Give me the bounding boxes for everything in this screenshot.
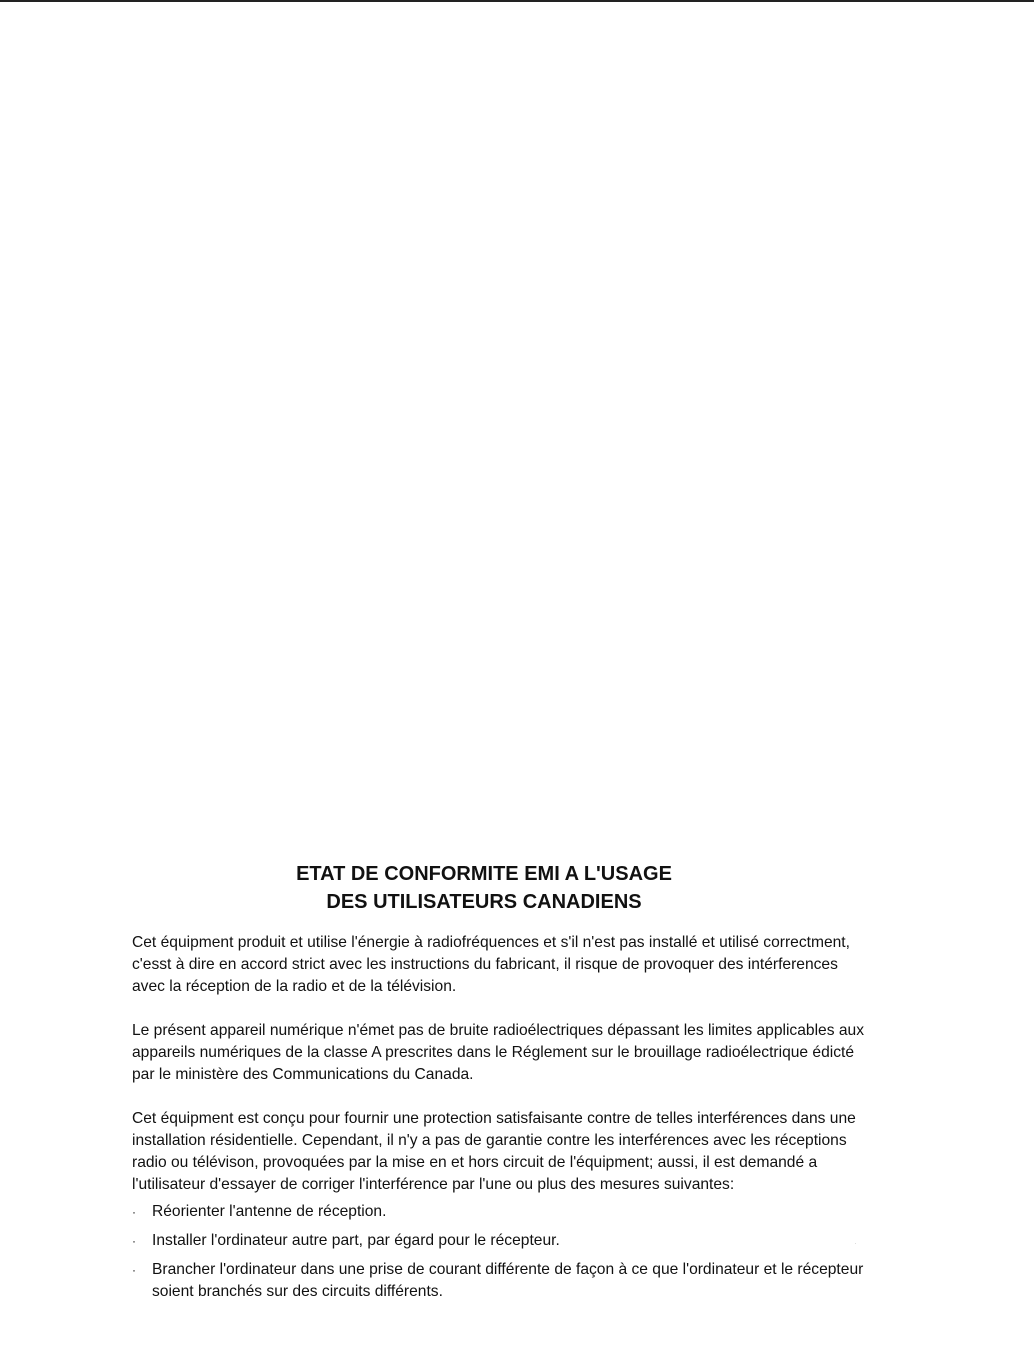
measures-list: [132, 1201, 872, 1303]
heading-line-2: DES UTILISATEURS CANADIENS: [326, 891, 642, 913]
paragraph-interference-measures: Cet équipment est conçu pour fournir une protection satisfaisante contre de telles interférences dans une installation résidentielle. Cependant, il n'y a pas de garantie contre les interférences avec les réceptions radio ou télévison, provoquées par la mise en et hors circuit de l'équipment; aussi, il est demandé a l'utilisateur d'essayer de corriger l'interférence par l'une ou plus des mesures suivantes:: [132, 1110, 856, 1193]
heading-line-1: ETAT DE CONFORMITE EMI A L'USAGE: [296, 863, 672, 885]
list-item: [132, 1259, 872, 1303]
notice-heading: [128, 860, 840, 916]
scan-speck: [855, 1243, 856, 1244]
list-item-text: Installer l'ordinateur autre part, par égard pour le récepteur.: [152, 1232, 560, 1249]
emi-compliance-notice: [132, 860, 872, 1310]
paragraph-rf-energy: Cet équipment produit et utilise l'énergie à radiofréquences et s'il n'est pas installé et utilisé correctment, c'esst à dire en accord strict avec les instructions du fabricant, il risque de provoquer des intérferences avec la réception de la radio et de la télévision.: [132, 934, 850, 995]
list-item: [132, 1230, 872, 1252]
bullet-icon: ·: [132, 1234, 136, 1248]
list-item: [132, 1201, 872, 1223]
list-item-text: Brancher l'ordinateur dans une prise de courant différente de façon à ce que l'ordinateur et le récepteur soient branchés sur des circuits différents.: [152, 1261, 864, 1300]
bullet-icon: ·: [132, 1263, 136, 1277]
paragraph-class-a-limits: Le présent appareil numérique n'émet pas de bruite radioélectriques dépassant les limites applicables aux appareils numériques de la classe A prescrites dans le Réglement sur le brouillage radioélectrique édicté par le ministère des Communications du Canada.: [132, 1022, 864, 1083]
list-item-text: Réorienter l'antenne de réception.: [152, 1203, 387, 1220]
top-border-rule: [0, 0, 1034, 2]
bullet-icon: ·: [132, 1205, 136, 1219]
